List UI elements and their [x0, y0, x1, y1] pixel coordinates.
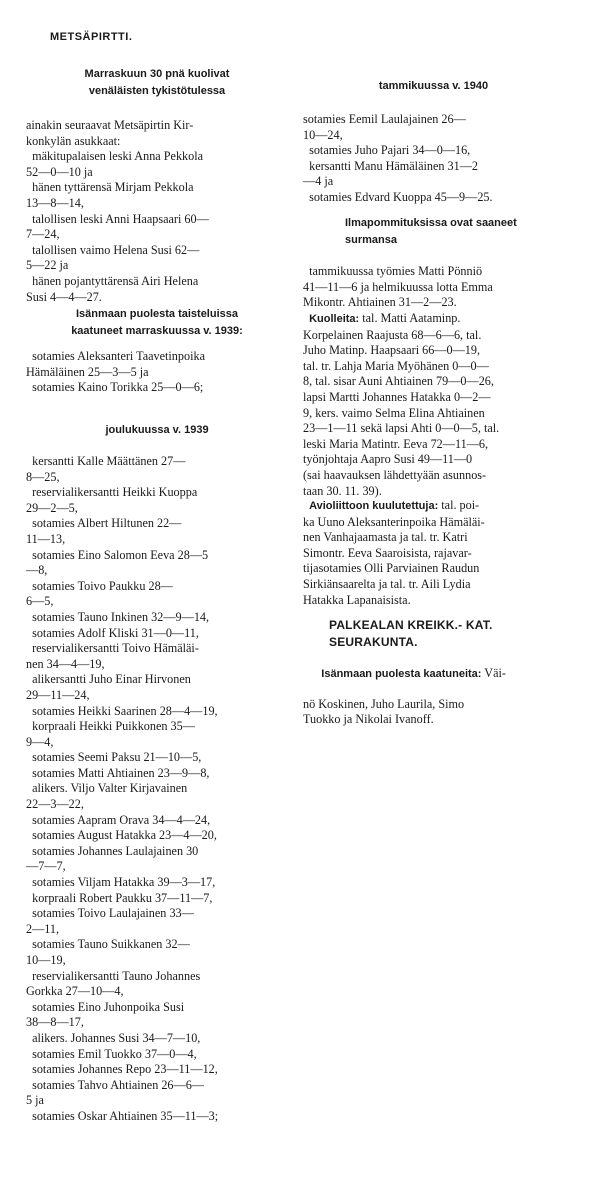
text-line: reservialikersantti Toivo Hämäläi- — [26, 641, 199, 656]
heading-line: surmansa — [345, 234, 397, 246]
page-header: METSÄPIRTTI. — [50, 31, 133, 43]
text-line: alikersantti Juho Einar Hirvonen — [26, 672, 191, 687]
text-line: —8, — [26, 563, 48, 578]
text-line: Hatakka Lapanaisista. — [303, 592, 411, 607]
deaths-first-text: tal. Matti Aataminp. — [359, 311, 461, 325]
text-line: tal. tr. Lahja Maria Myöhänen 0—0— — [303, 358, 489, 373]
text-line: tammikuussa työmies Matti Pönniö — [303, 264, 483, 278]
text-line: Tuokko ja Nikolai Ivanoff. — [303, 712, 434, 727]
text-line: sotamies Aleksanteri Taavetinpoika — [26, 349, 205, 363]
heading-december — [26, 422, 288, 439]
november-list — [26, 349, 288, 396]
text-line: leski Maria Matintr. Eeva 72—11—6, — [303, 436, 489, 451]
heading-line: tammikuussa v. 1940 — [378, 80, 489, 92]
text-line: sotamies Adolf Kliski 31—0—11, — [26, 625, 199, 640]
text-line: korpraali Robert Paukku 37—11—7, — [26, 890, 213, 905]
text-line: nö Koskinen, Juho Laurila, Simo — [303, 696, 465, 711]
december-list — [26, 454, 288, 1125]
parish-title — [303, 617, 564, 651]
text-line: sotamies Tahvo Ahtiainen 26—6— — [26, 1077, 204, 1092]
marriage-first-line — [303, 498, 564, 515]
deaths-section — [303, 311, 564, 499]
text-line: kersantti Kalle Määttänen 27— — [26, 454, 186, 468]
fallen-label: Isänmaan puolesta kaatuneita: — [321, 668, 482, 680]
text-line: alikers. Johannes Susi 34—7—10, — [26, 1030, 201, 1045]
text-line: 2—11, — [26, 921, 60, 936]
text-line: sotamies Toivo Laulajainen 33— — [26, 906, 194, 921]
marriage-first-text: tal. poi- — [438, 498, 480, 512]
text-line: sotamies Eino Juhonpoika Susi — [26, 999, 185, 1014]
text-line: 41—11—6 ja helmikuussa lotta Emma — [303, 279, 493, 294]
text-line: ainakin seuraavat Metsäpirtin Kir- — [26, 118, 194, 132]
text-line: lapsi Martti Johannes Hatakka 0—2— — [303, 389, 491, 404]
fallen-first-line — [303, 666, 564, 683]
text-line: 9, kers. vaimo Selma Elina Ahtiainen — [303, 405, 485, 420]
fallen-list — [303, 697, 564, 728]
text-line: nen Vanhajaamasta ja tal. tr. Katri — [303, 530, 468, 545]
text-line: sotamies Seemi Paksu 21—10—5, — [26, 750, 202, 765]
text-line: sotamies Toivo Paukku 28— — [26, 578, 173, 593]
text-line: korpraali Heikki Puikkonen 35— — [26, 719, 195, 734]
deaths-first-line — [303, 311, 564, 328]
text-line: reservialikersantti Heikki Kuoppa — [26, 485, 198, 500]
text-line: ka Uuno Aleksanterinpoika Hämäläi- — [303, 514, 485, 529]
text-line: sotamies Tauno Inkinen 32—9—14, — [26, 609, 210, 624]
text-line: 8—25, — [26, 469, 60, 484]
text-line: tijasotamies Olli Parviainen Raudun — [303, 561, 480, 576]
text-line: reservialikersantti Tauno Johannes — [26, 968, 201, 983]
text-line: kersantti Manu Hämäläinen 31—2 — [303, 158, 478, 173]
text-line: 29—11—24, — [26, 687, 90, 702]
text-line: 52—0—10 ja — [26, 164, 93, 179]
parish-title-line: SEURAKUNTA. — [329, 635, 418, 649]
heading-fallen-november — [26, 306, 288, 340]
text-line: sotamies Albert Hiltunen 22— — [26, 516, 182, 531]
text-line: hänen pojantyttärensä Airi Helena — [26, 273, 199, 288]
marriage-list — [303, 515, 564, 609]
text-line: 10—24, — [303, 127, 343, 142]
text-line: 9—4, — [26, 734, 54, 749]
parish-title-line: PALKEALAN KREIKK.- KAT. — [329, 618, 493, 632]
fallen-first-text: Väi- — [481, 666, 506, 680]
text-line: sotamies Emil Tuokko 37—0—4, — [26, 1046, 197, 1061]
text-line: taan 30. 11. 39). — [303, 483, 382, 498]
text-line: sotamies Johannes Repo 23—11—12, — [26, 1062, 218, 1077]
text-line: 5—22 ja — [26, 258, 69, 273]
text-line: sotamies Matti Ahtiainen 23—9—8, — [26, 765, 210, 780]
deaths-label: Kuolleita: — [309, 313, 360, 325]
text-line: sotamies Eino Salomon Eeva 28—5 — [26, 547, 209, 562]
text-line: alikers. Viljo Valter Kirjavainen — [26, 781, 188, 796]
text-line: 38—8—17, — [26, 1015, 84, 1030]
text-line: 22—3—22, — [26, 797, 84, 812]
text-line: —7—7, — [26, 859, 66, 874]
heading-line: Isänmaan puolesta taisteluissa — [75, 308, 238, 320]
text-line: sotamies Heikki Saarinen 28—4—19, — [26, 703, 218, 718]
text-line: hänen tyttärensä Mirjam Pekkola — [26, 180, 194, 195]
intro-list — [26, 118, 288, 305]
text-line: 23—1—11 sekä lapsi Ahti 0—0—5, tal. — [303, 421, 500, 436]
marriage-section — [303, 498, 564, 608]
text-line: sotamies Eemil Laulajainen 26— — [303, 112, 466, 126]
heading-line: kaatuneet marraskuussa v. 1939: — [71, 325, 243, 337]
text-line: Susi 4—4—27. — [26, 289, 102, 304]
text-line: 5 ja — [26, 1093, 44, 1108]
text-line: sotamies Viljam Hatakka 39—3—17, — [26, 875, 216, 890]
text-line: (sai haavauksen lähdettyään asunnos- — [303, 467, 487, 482]
text-line: 10—19, — [26, 953, 66, 967]
heading-air-raids — [303, 215, 564, 249]
text-line: Sirkiänsaarelta ja tal. tr. Aili Lydia — [303, 576, 471, 591]
text-line: 8, tal. sisar Auni Ahtiainen 79—0—26, — [303, 374, 494, 389]
fallen-section — [303, 666, 564, 728]
text-line: konkylän asukkaat: — [26, 133, 121, 148]
text-line: talollisen vaimo Helena Susi 62— — [26, 242, 200, 257]
text-line: 7—24, — [26, 227, 60, 242]
heading-line: Marraskuun 30 pnä kuolivat — [84, 68, 230, 80]
text-line: sotamies August Hatakka 23—4—20, — [26, 828, 217, 843]
deaths-list — [303, 328, 564, 500]
text-line: nen 34—4—19, — [26, 656, 105, 671]
text-line: sotamies Juho Pajari 34—0—16, — [303, 143, 471, 158]
text-line: sotamies Kaino Torikka 25—0—6; — [26, 380, 204, 395]
text-line: sotamies Tauno Suikkanen 32— — [26, 937, 190, 952]
text-line: Mikontr. Ahtiainen 31—2—23. — [303, 295, 457, 310]
text-line: 6—5, — [26, 594, 54, 609]
text-line: Juho Matinp. Haapsaari 66—0—19, — [303, 343, 481, 358]
text-line: Gorkka 27—10—4, — [26, 984, 124, 999]
text-line: 11—13, — [26, 531, 66, 546]
text-line: sotamies Edvard Kuoppa 45—9—25. — [303, 189, 493, 204]
heading-line: venäläisten tykistötulessa — [88, 85, 226, 97]
text-line: sotamies Johannes Laulajainen 30 — [26, 843, 199, 858]
text-line: Hämäläinen 25—3—5 ja — [26, 364, 149, 379]
text-line: sotamies Aapram Orava 34—4—24, — [26, 812, 211, 827]
text-line: mäkitupalaisen leski Anna Pekkola — [26, 149, 204, 164]
january-list — [303, 112, 564, 206]
text-line: —4 ja — [303, 174, 334, 189]
heading-line: joulukuussa v. 1939 — [105, 424, 209, 436]
heading-line: Ilmapommituksissa ovat saaneet — [345, 217, 517, 229]
text-line: 13—8—14, — [26, 195, 84, 210]
text-line: sotamies Oskar Ahtiainen 35—11—3; — [26, 1108, 219, 1123]
air-raid-list — [303, 264, 564, 311]
text-line: Korpelainen Raajusta 68—6—6, tal. — [303, 327, 482, 342]
text-line: työnjohtaja Aapro Susi 49—11—0 — [303, 452, 473, 467]
heading-january — [303, 78, 564, 95]
text-line: 29—2—5, — [26, 500, 78, 515]
heading-november-casualties — [26, 66, 288, 100]
text-line: talollisen leski Anni Haapsaari 60— — [26, 211, 209, 226]
marriage-label: Avioliittoon kuulutettuja: — [309, 500, 439, 512]
text-line: Simontr. Eeva Saaroisista, rajavar- — [303, 545, 472, 560]
